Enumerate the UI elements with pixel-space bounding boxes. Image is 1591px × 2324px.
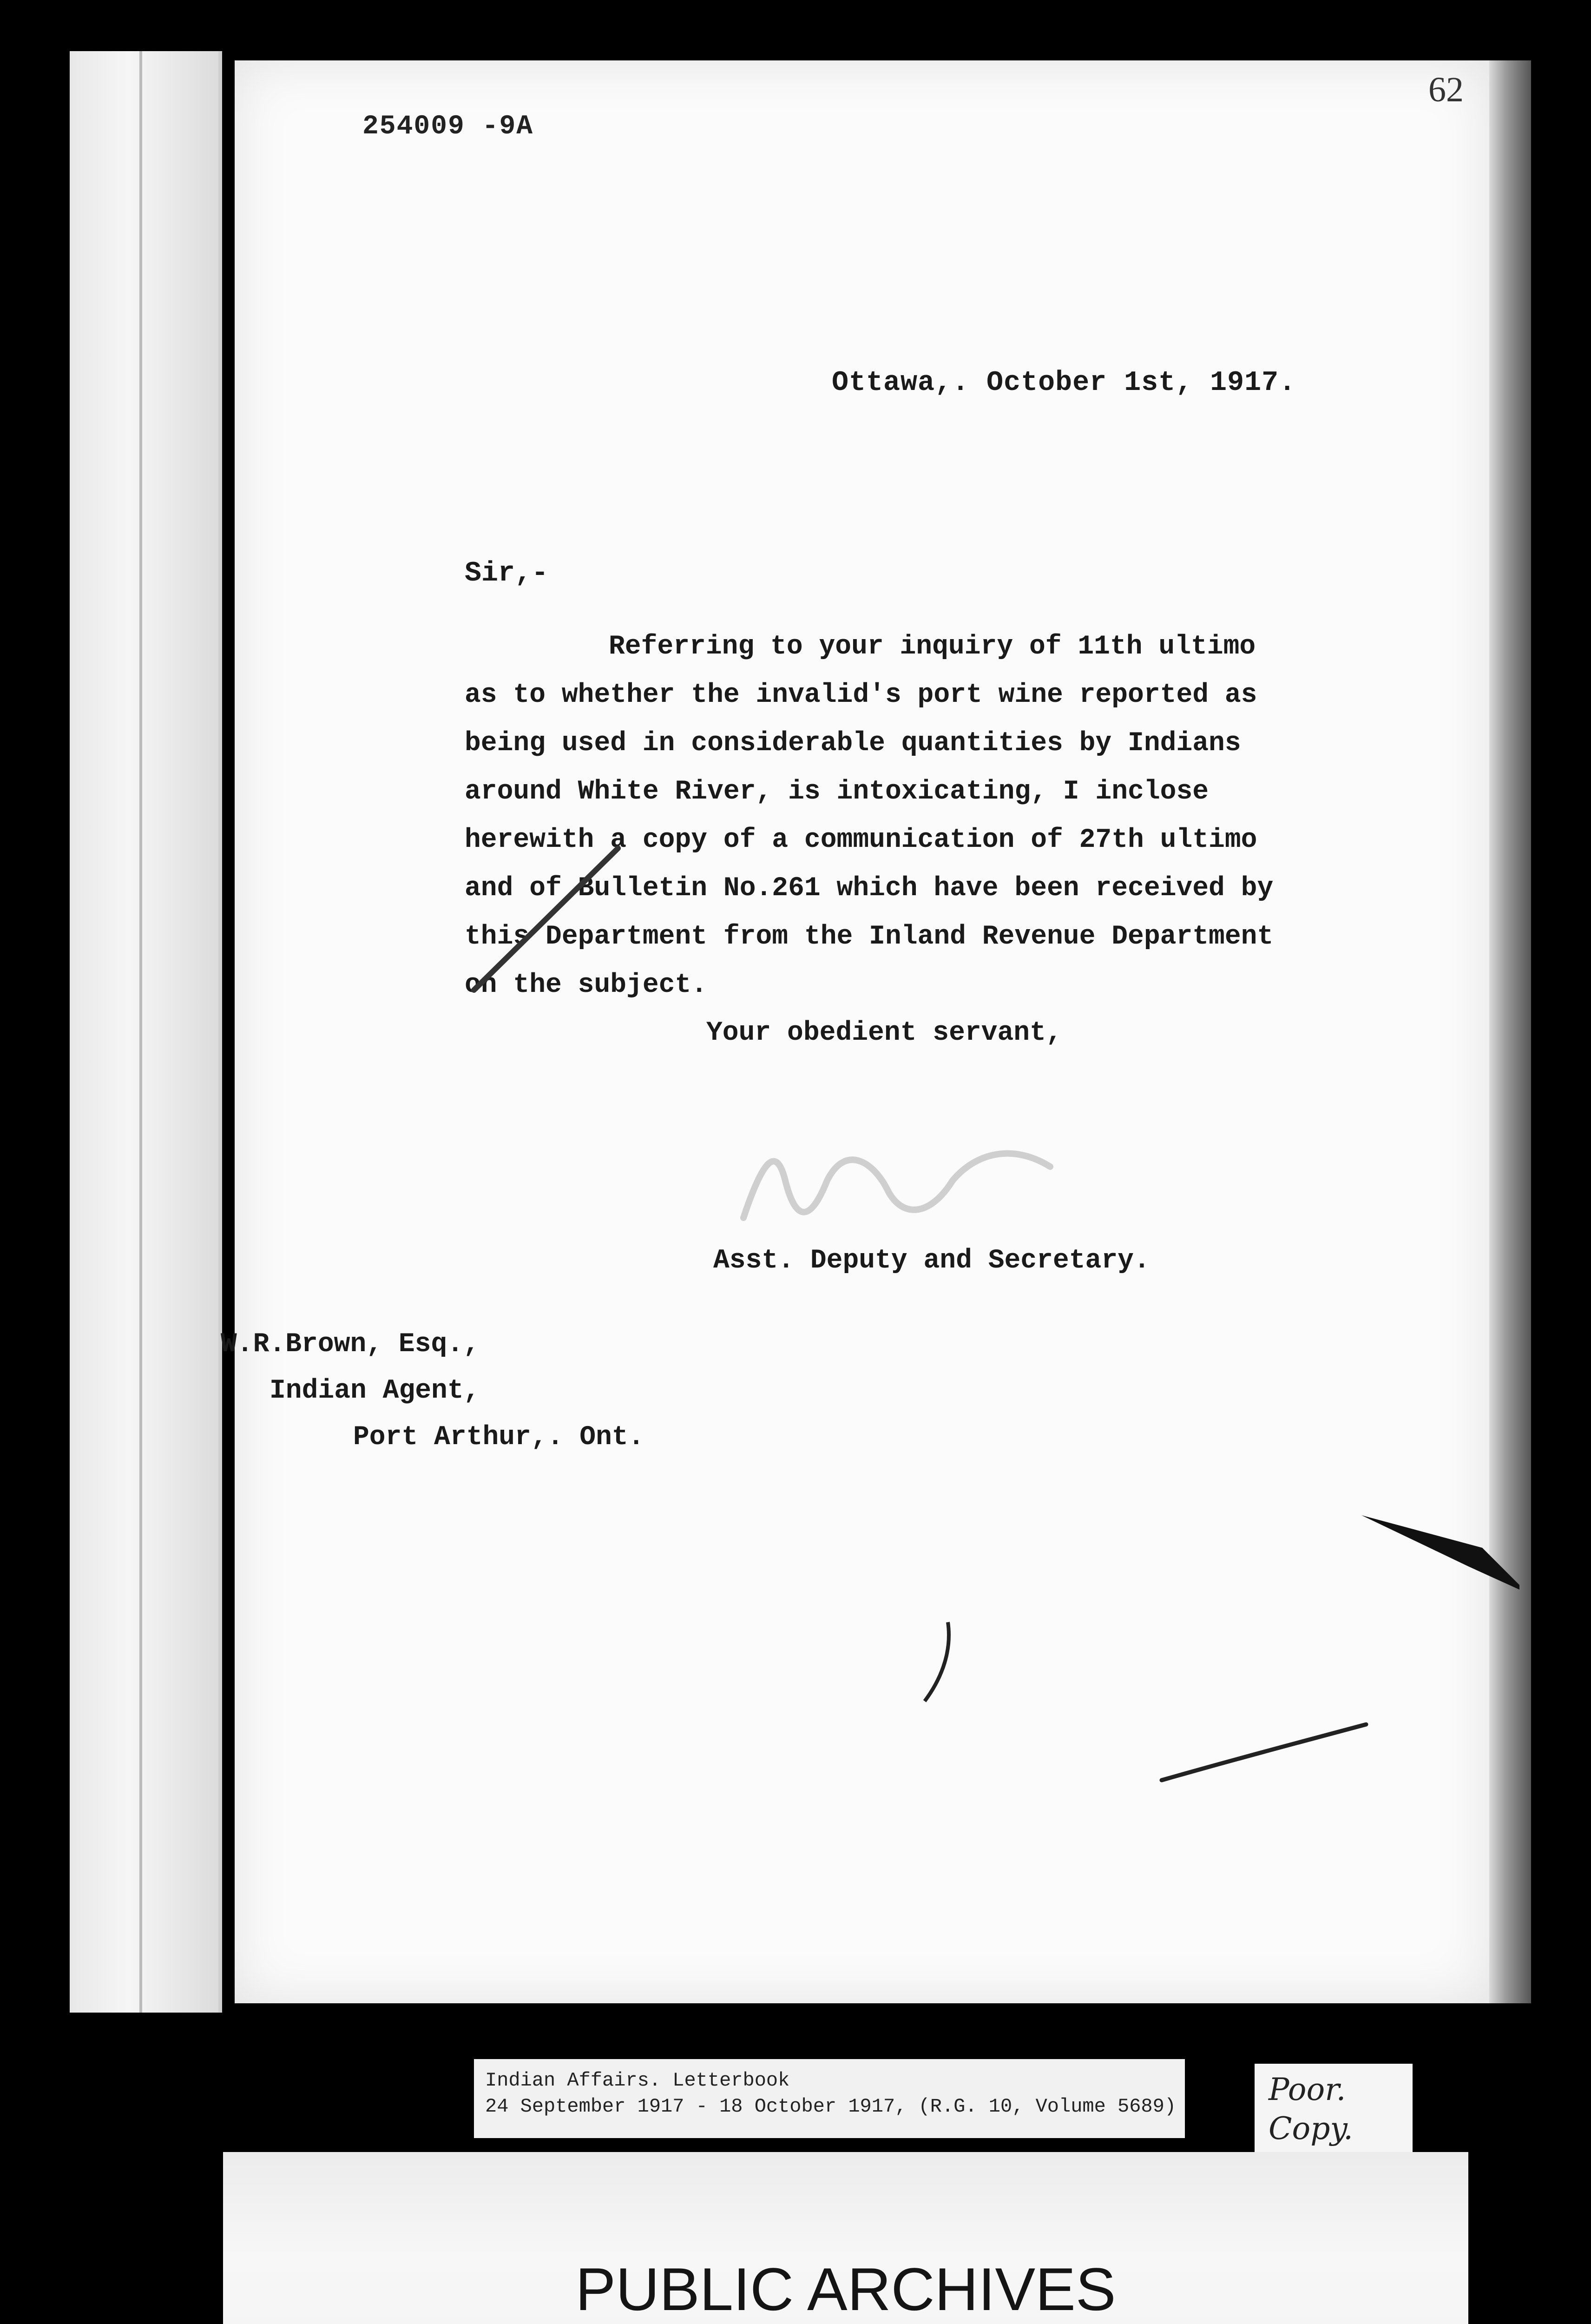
body-line: and of Bulletin No.261 which have been received by: [465, 873, 1274, 904]
binding-strip: [70, 51, 222, 2013]
body-line: as to whether the invalid's port wine reported as: [465, 680, 1257, 710]
archives-title-en: PUBLIC ARCHIVES: [575, 2255, 1116, 2323]
body-line: this Department from the Inland Revenue Department: [465, 922, 1274, 952]
poor-copy-note: [1255, 2064, 1413, 2157]
pointer-shadow-mark: [1361, 1497, 1519, 1590]
label-line: 24 September 1917 - 18 October 1917, (R.G. 10, Volume 5689): [485, 2095, 1177, 2118]
addressee-place: Port Arthur,. Ont.: [353, 1422, 644, 1452]
salutation: Sir,-: [465, 558, 549, 589]
signatory-title: Asst. Deputy and Secretary.: [713, 1246, 1150, 1276]
label-line: Indian Affairs. Letterbook: [485, 2069, 790, 2092]
poor-copy-line: Poor.: [1269, 2072, 1346, 2107]
archive-label-card: [474, 2059, 1185, 2138]
folio-number: 62: [1428, 70, 1464, 109]
faint-signature: [734, 1125, 1069, 1236]
body-line: on the subject.: [465, 970, 708, 1000]
pencil-line-mark: [1157, 1720, 1371, 1785]
file-reference: 254009 -9A: [362, 112, 534, 142]
body-line: herewith a copy of a communication of 27th ultimo: [465, 825, 1257, 855]
pencil-tick-mark: [911, 1618, 966, 1710]
complimentary-close: Your obedient servant,: [706, 1018, 1062, 1048]
page-stack-edge: [1489, 60, 1531, 2003]
pencil-stroke-mark: [465, 837, 632, 1004]
body-line: being used in considerable quantities by Indians: [465, 728, 1241, 759]
addressee-name: W.R.Brown, Esq.,: [221, 1329, 480, 1360]
body-line: Referring to your inquiry of 11th ultimo: [609, 632, 1256, 662]
public-archives-card: [223, 2152, 1468, 2324]
letter-date: Ottawa,. October 1st, 1917.: [832, 367, 1296, 399]
addressee-title: Indian Agent,: [270, 1376, 480, 1406]
poor-copy-line: Copy.: [1269, 2111, 1353, 2146]
body-line: around White River, is intoxicating, I inclose: [465, 777, 1209, 807]
